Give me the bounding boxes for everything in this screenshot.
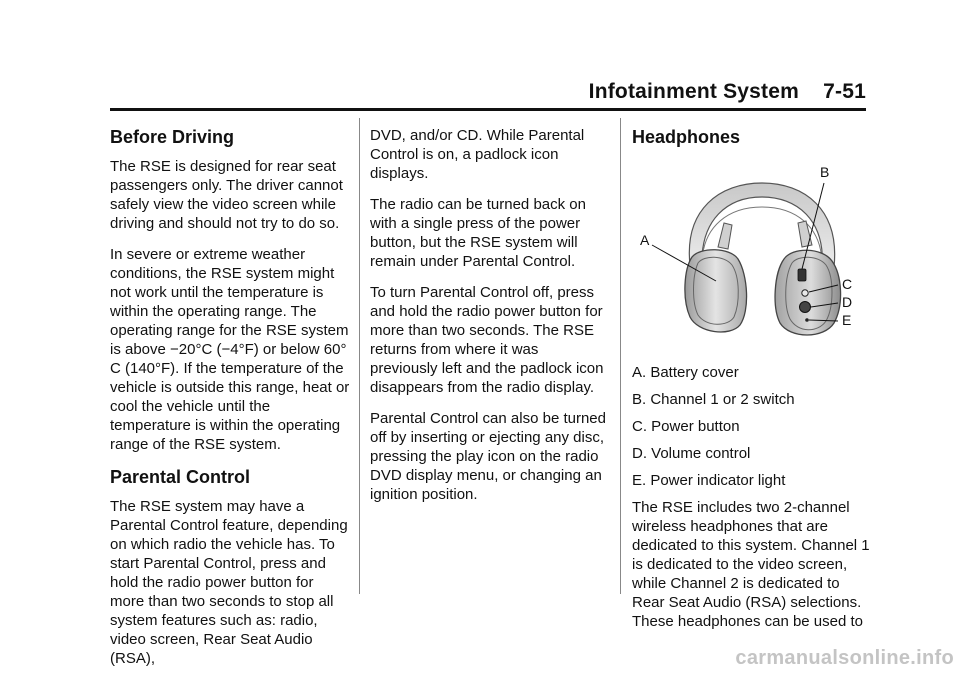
- paragraph: DVD, and/or CD. While Parental Control is on, a padlock icon displays.: [370, 127, 585, 182]
- label-c: C: [842, 276, 853, 292]
- legend-item: E. Power indicator light: [632, 472, 786, 489]
- section-title: Infotainment System: [588, 80, 800, 103]
- heading-parental-control: Parental Control: [110, 467, 251, 487]
- paragraph: To turn Parental Control off, press and hold the radio power button for more than two seconds. The RSE returns from where it was previously left and the padlock icon disappears from the radio display.: [370, 284, 604, 396]
- column-1: [110, 126, 350, 680]
- label-b: B: [820, 164, 830, 180]
- volume-control: [800, 302, 811, 313]
- column-divider: [620, 118, 621, 594]
- label-a: A: [640, 232, 650, 248]
- page-header: [110, 78, 866, 111]
- power-button: [802, 290, 808, 296]
- heading-before-driving: Before Driving: [110, 127, 235, 147]
- heading-headphones: Headphones: [632, 127, 741, 147]
- channel-switch: [798, 269, 806, 281]
- legend-item: C. Power button: [632, 418, 740, 435]
- column-divider: [359, 118, 360, 594]
- headphones-figure: [632, 157, 872, 357]
- left-ear-cup: [685, 250, 747, 332]
- column-3: [632, 126, 872, 643]
- legend-item: D. Volume control: [632, 445, 751, 462]
- legend-item: B. Channel 1 or 2 switch: [632, 391, 795, 408]
- figure-legend: [632, 363, 872, 490]
- label-d: D: [842, 294, 853, 310]
- watermark: carmanualsonline.info: [735, 647, 954, 669]
- headphones-illustration: [632, 157, 872, 357]
- paragraph: The RSE is designed for rear seat passengers only. The driver cannot safely view the video screen while driving and should not try to do so.: [110, 158, 343, 232]
- slider-left: [718, 223, 732, 249]
- column-2: [370, 126, 610, 516]
- paragraph: In severe or extreme weather conditions, the RSE system might not work until the temperature is within the operating range. The operating range for the RSE system is above −20°C (−4°F) or below 60° C (140°F). If the temperature of the vehicle is outside this range, heat or cool the vehicle until the temperature is within the operating range of the RSE system.: [110, 246, 350, 453]
- label-e: E: [842, 312, 852, 328]
- legend-item: A. Battery cover: [632, 364, 739, 381]
- paragraph: Parental Control can also be turned off by inserting or ejecting any disc, pressing the play icon on the radio DVD display menu, or changing an ignition position.: [370, 410, 606, 503]
- page-number: 7-51: [823, 80, 866, 103]
- power-indicator-light: [805, 318, 809, 322]
- paragraph: The radio can be turned back on with a single press of the power button, but the RSE system will remain under Parental Control.: [370, 196, 586, 270]
- paragraph: The RSE includes two 2-channel wireless headphones that are dedicated to this system. Channel 1 is dedicated to the video screen, while Channel 2 is dedicated to Rear Seat Audio (RSA) selections. These headphones can be used to: [632, 499, 870, 630]
- paragraph: The RSE system may have a Parental Control feature, depending on which radio the vehicle has. To start Parental Control, press and hold the radio power button for more than two seconds to stop all system features such as: radio, video screen, Rear Seat Audio (RSA),: [110, 498, 348, 667]
- slider-right: [798, 221, 812, 247]
